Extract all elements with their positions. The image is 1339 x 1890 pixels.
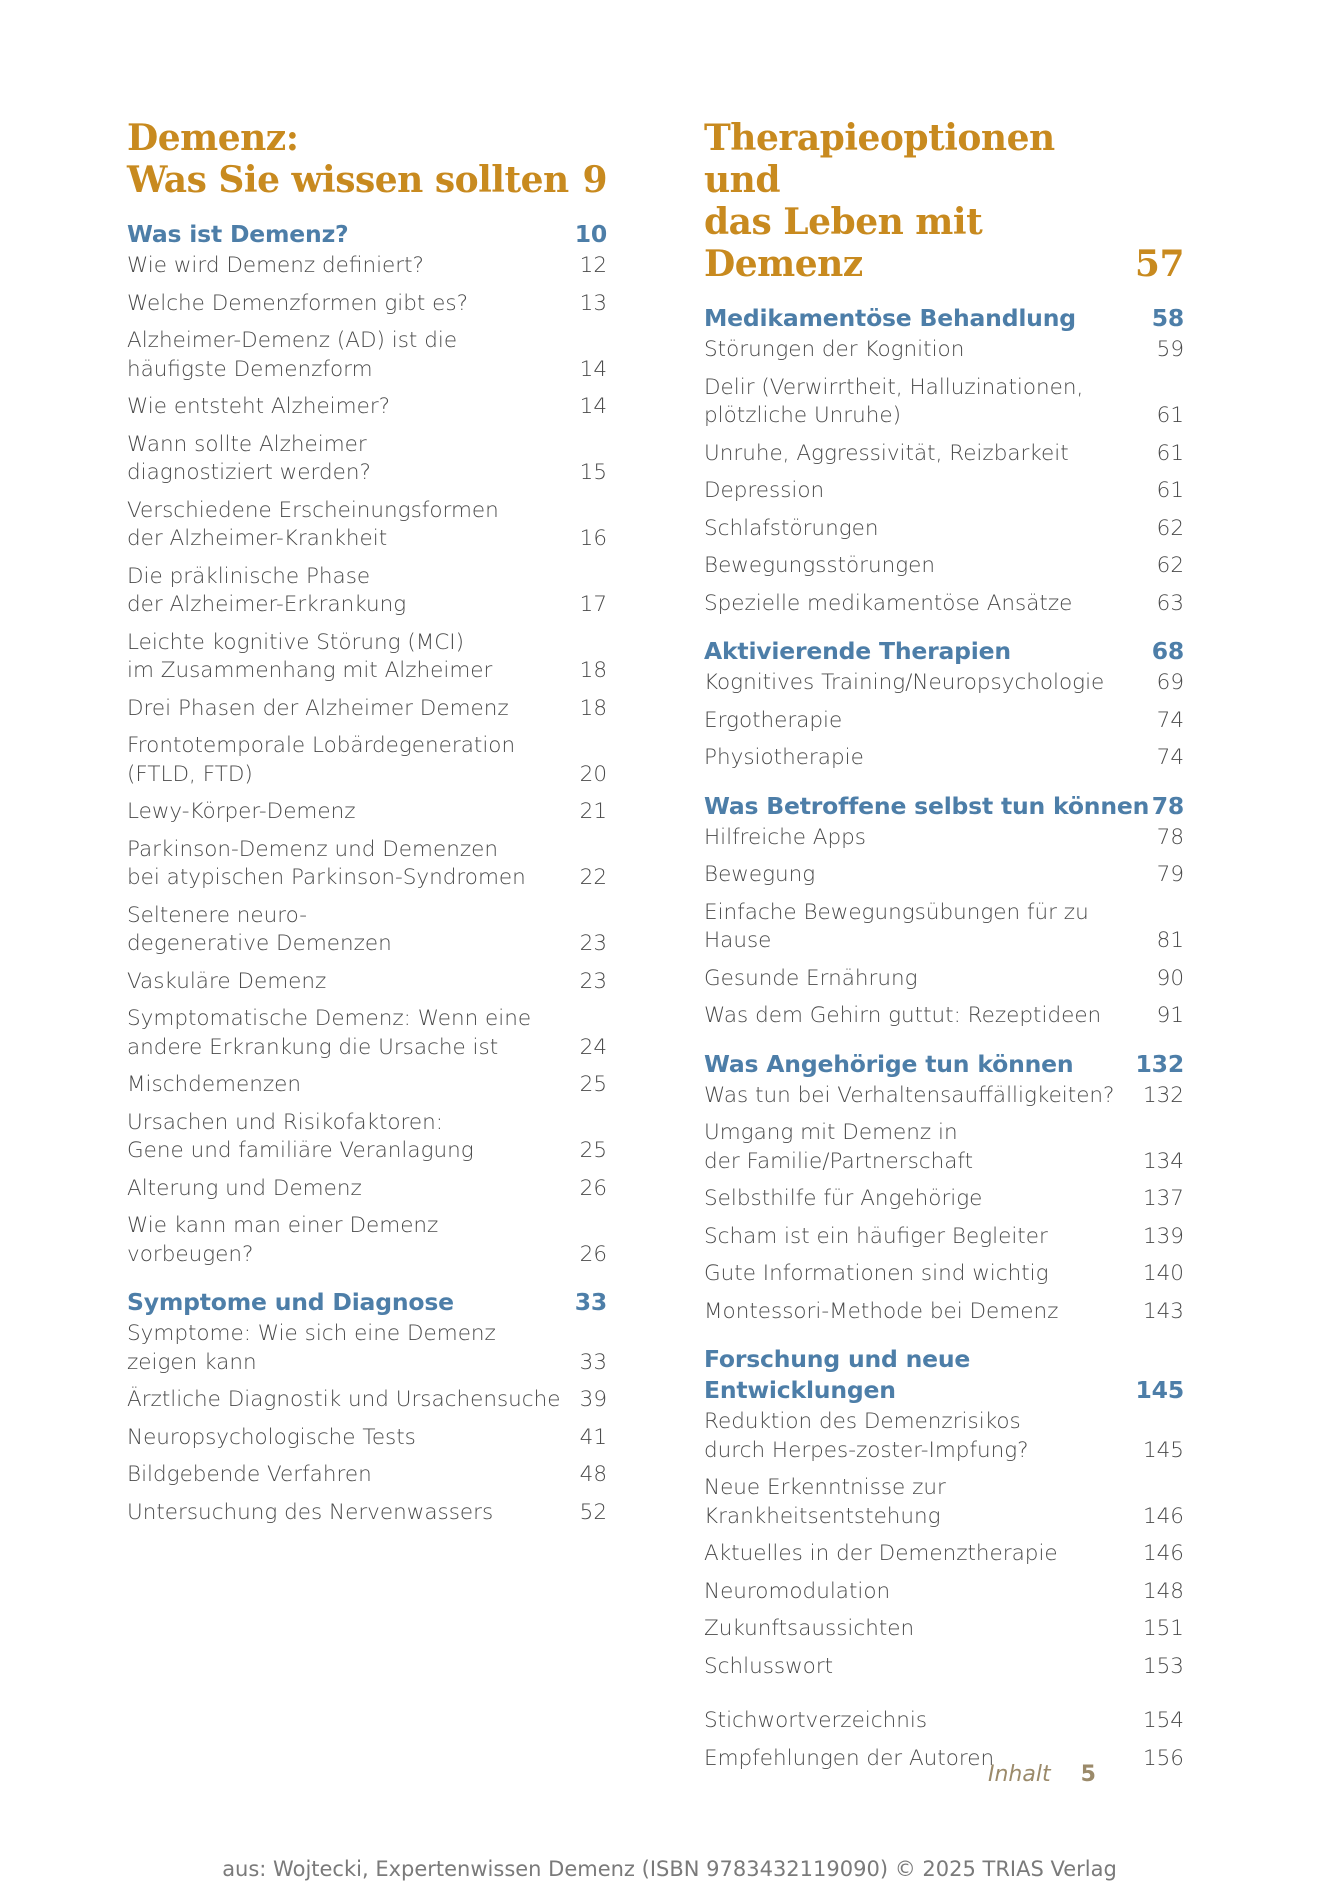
toc-entry[interactable] [704,1540,1184,1569]
toc-entry-page: 12 [579,253,607,278]
toc-entry-title: Bildgebende Verfahren [127,1462,372,1487]
toc-entry-page: 14 [579,356,607,382]
toc-entry-page: 24 [579,1034,607,1060]
toc-entry-page: 143 [1142,1298,1184,1324]
toc-entry-page: 132 [1142,1082,1184,1108]
toc-entry-page: 25 [579,1072,607,1097]
left-sections [127,219,607,1527]
toc-entry-title: Was tun bei Verhaltensauffälligkeiten? [704,1082,1115,1108]
section-entries [704,669,1184,773]
toc-entry-title: Schlafstörungen [704,515,879,541]
toc-entry[interactable] [704,1082,1184,1111]
section-heading-title: Aktivierende Therapien [704,637,1011,665]
toc-entry-page: 23 [579,968,607,994]
toc-entry-page: 140 [1142,1261,1184,1286]
toc-entry[interactable] [127,1071,607,1100]
toc-section [704,791,1184,1031]
toc-entry-page: 146 [1142,1541,1184,1566]
toc-entry[interactable] [127,1461,607,1490]
toc-entry[interactable] [127,695,607,724]
toc-entry-page: 22 [579,865,607,890]
section-heading-page: 132 [1135,1049,1184,1078]
toc-entry-title: Einfache Bewegungsübungen für zu Hause [704,899,1089,953]
section-entries [127,252,607,1269]
toc-entry-title: Delir (Verwirrtheit, Halluzinationen, plötzliche Unruhe) [704,374,1084,428]
toc-entry-title: Empfehlungen der Autoren [704,1745,995,1771]
right-sections [704,303,1184,1681]
toc-entry[interactable] [704,1653,1184,1682]
toc-entry[interactable] [127,798,607,827]
toc-entry[interactable] [704,965,1184,994]
section-entries [704,824,1184,1031]
toc-entry[interactable] [127,393,607,422]
section-heading-title: Medikamentöse Behandlung [704,304,1076,332]
toc-entry-page: 14 [579,394,607,419]
toc-entry[interactable] [127,1005,607,1062]
toc-entry-page: 74 [1156,707,1184,733]
toc-entry-title: Gesunde Ernährung [704,965,918,991]
section-heading-title: Was Angehörige tun können [704,1049,1074,1078]
toc-entry-title: Parkinson-Demenz und Demenzen bei atypischen Parkinson-Syndromen [127,836,526,890]
section-heading-title: Was Betroffene selbst tun können [704,791,1150,820]
toc-entry-title: Reduktion des Demenzrisikos durch Herpes-zoster-Impfung? [704,1409,1029,1463]
toc-entry-title: Störungen der Kognition [704,337,965,362]
toc-entry-page: 154 [1142,1708,1184,1733]
toc-entry-title: Untersuchung des Nervenwassers [127,1499,494,1525]
toc-entry[interactable] [704,1707,1184,1736]
toc-entry[interactable] [704,1578,1184,1607]
section-heading-page: 33 [574,1288,607,1316]
toc-entry-page: 62 [1156,553,1184,578]
section-heading[interactable] [704,1049,1184,1080]
toc-entry-title: Ärztliche Diagnostik und Ursachensuche [127,1387,561,1412]
toc-entry-page: 139 [1142,1223,1184,1249]
toc-entry-page: 33 [579,1349,607,1375]
toc-entry-page: 18 [579,695,607,721]
toc-entry-page: 23 [579,931,607,956]
toc-entry-page: 62 [1156,515,1184,541]
section-heading-page: 78 [1151,791,1184,820]
toc-entry-title: Bewegungsstörungen [704,553,936,578]
toc-entry[interactable] [704,1615,1184,1644]
toc-entry[interactable] [127,252,607,281]
toc-entry[interactable] [127,629,607,686]
toc-entry-title: Spezielle medikamentöse Ansätze [704,590,1073,616]
toc-entry-page: 25 [579,1138,607,1163]
toc-entry-page: 78 [1156,824,1184,850]
toc-entry-title: Umgang mit Demenz in der Familie/Partnerschaft [704,1120,974,1174]
toc-section [127,219,607,1269]
toc-entry-title: Was dem Gehirn guttut: Rezeptideen [704,1003,1102,1028]
toc-entry[interactable] [704,669,1184,698]
toc-entry-title: Selbsthilfe für Angehörige [704,1186,983,1211]
section-heading[interactable] [704,791,1184,822]
toc-entry[interactable] [704,374,1184,431]
part-title-2 [704,117,1184,285]
source-credit: aus: Wojtecki, Expertenwissen Demenz (ISBN 9783432119090) © 2025 TRIAS Verlag [222,1857,1117,1881]
toc-entry[interactable] [704,1119,1184,1176]
toc-entry-title: Aktuelles in der Demenztherapie [704,1541,1058,1566]
toc-section [127,1287,607,1527]
toc-entry-title: Wie wird Demenz definiert? [127,253,424,278]
toc-entry-title: Vaskuläre Demenz [127,968,327,994]
toc-entry[interactable] [127,1386,607,1415]
section-heading-title: Forschung und neue Entwicklungen [704,1345,971,1404]
toc-entry[interactable] [704,824,1184,853]
toc-entry[interactable] [704,336,1184,365]
footer-page-number: 5 [1080,1762,1096,1787]
toc-entry-page: 13 [579,290,607,316]
toc-entry-title: Frontotemporale Lobärdegeneration (FTLD, FTD) [127,733,516,787]
toc-entry-title: Lewy-Körper-Demenz [127,799,356,824]
section-heading-page: 58 [1151,304,1184,332]
toc-entry[interactable] [704,899,1184,956]
section-entries [127,1320,607,1527]
toc-entry[interactable] [127,968,607,997]
toc-entry-page: 145 [1142,1437,1184,1463]
toc-entry-title: Wie entsteht Alzheimer? [127,394,391,419]
toc-entry[interactable] [127,431,607,488]
toc-entry-title: Scham ist ein häufiger Begleiter [704,1223,1048,1249]
toc-entry-title: Die präklinische Phase der Alzheimer-Erkrankung [127,563,407,617]
toc-entry[interactable] [127,732,607,789]
toc-entry-page: 18 [579,658,607,683]
toc-entry-title: Wann sollte Alzheimer diagnostiziert werden? [127,431,371,485]
toc-entry-page: 156 [1142,1745,1184,1771]
part-title-text: Therapieoptionen und das Leben mit Demenz [704,117,1055,285]
toc-entry-title: Alterung und Demenz [127,1175,362,1201]
section-heading-page: 68 [1151,637,1184,665]
toc-entry-page: 81 [1156,928,1184,953]
toc-entry-title: Welche Demenzformen gibt es? [127,290,469,316]
section-entries [704,1408,1184,1681]
toc-entry[interactable] [127,836,607,893]
toc-entry-page: 16 [579,526,607,551]
toc-entry-title: Depression [704,478,825,503]
toc-right-column [704,117,1184,1782]
toc-entry-title: Stichwortverzeichnis [704,1708,928,1733]
toc-entry-title: Montessori-Methode bei Demenz [704,1298,1059,1324]
footer-label: Inhalt [988,1762,1051,1787]
toc-entry-page: 48 [579,1462,607,1487]
toc-entry-page: 91 [1156,1003,1184,1028]
toc-entry[interactable] [704,1408,1184,1465]
toc-entry-title: Physiotherapie [704,745,864,770]
toc-entry-page: 90 [1156,965,1184,991]
section-entries [704,1082,1184,1327]
toc-entry[interactable] [704,477,1184,506]
toc-entry-page: 39 [579,1387,607,1412]
toc-entry[interactable] [704,707,1184,736]
toc-entry-page: 134 [1142,1148,1184,1174]
toc-entry[interactable] [127,1212,607,1269]
toc-entry-title: Verschiedene Erscheinungsformen der Alzheimer-Krankheit [127,497,499,551]
toc-entry-title: Unruhe, Aggressivität, Reizbarkeit [704,440,1069,466]
toc-entry-title: Symptomatische Demenz: Wenn eine andere Erkrankung die Ursache ist [127,1006,532,1060]
part-title-page: 9 [582,159,607,201]
section-heading-page: 145 [1135,1376,1184,1404]
toc-entry-page: 61 [1156,478,1184,503]
toc-entry-page: 63 [1156,590,1184,616]
toc-entry-title: Drei Phasen der Alzheimer Demenz [127,695,509,721]
toc-entry-title: Schlusswort [704,1653,834,1679]
toc-entry-page: 20 [579,761,607,787]
toc-entry-title: Bewegung [704,862,816,887]
toc-section [704,636,1184,773]
toc-section [704,1049,1184,1327]
toc-entry[interactable] [704,1745,1184,1774]
toc-entry[interactable] [127,327,607,384]
toc-entry-page: 61 [1156,403,1184,428]
toc-section [704,1344,1184,1681]
toc-entry-page: 17 [579,592,607,617]
toc-entry[interactable] [127,563,607,620]
toc-entry[interactable] [704,1223,1184,1252]
toc-entry-page: 153 [1142,1653,1184,1679]
toc-entry[interactable] [704,1185,1184,1214]
toc-entry[interactable] [704,552,1184,581]
toc-entry-page: 26 [579,1241,607,1267]
toc-entry[interactable] [704,744,1184,773]
toc-entry-page: 21 [579,799,607,824]
toc-entry-page: 137 [1142,1186,1184,1211]
toc-entry[interactable] [127,497,607,554]
toc-left-column [127,117,607,1536]
toc-entry[interactable] [704,1474,1184,1531]
toc-entry-title: Wie kann man einer Demenz vorbeugen? [127,1213,439,1267]
toc-entry-page: 79 [1156,862,1184,887]
toc-entry-title: Mischdemenzen [127,1072,301,1097]
toc-entry-title: Kognitives Training/Neuropsychologie [704,670,1105,695]
toc-entry[interactable] [704,440,1184,469]
toc-entry-title: Zukunftsaussichten [704,1616,915,1641]
toc-section [704,303,1184,618]
toc-entry[interactable] [127,1109,607,1166]
part-title-page: 57 [1134,243,1184,285]
section-heading-title: Was ist Demenz? [127,220,349,248]
toc-entry[interactable] [704,1002,1184,1031]
toc-entry-title: Leichte kognitive Störung (MCI) im Zusammenhang mit Alzheimer [127,629,493,683]
toc-entry[interactable] [127,1499,607,1528]
toc-entry-title: Ergotherapie [704,707,843,733]
running-footer [988,1762,1096,1787]
toc-entry-page: 26 [579,1175,607,1201]
toc-entry-page: 52 [579,1499,607,1525]
toc-entry-title: Neue Erkenntnisse zur Krankheitsentstehung [704,1475,946,1529]
toc-entry[interactable] [127,1320,607,1377]
part-title-1 [127,117,607,201]
toc-entry[interactable] [704,515,1184,544]
toc-entry[interactable] [704,590,1184,619]
section-heading-page: 10 [574,220,607,248]
toc-entry[interactable] [704,1260,1184,1289]
toc-entry-page: 41 [579,1424,607,1450]
appendix-entries [704,1707,1184,1773]
toc-entry-title: Neuropsychologische Tests [127,1424,416,1450]
toc-entry-page: 15 [579,460,607,485]
toc-entry-page: 151 [1142,1616,1184,1641]
toc-entry-page: 146 [1142,1503,1184,1529]
toc-entry-page: 148 [1142,1578,1184,1604]
toc-entry-title: Neuromodulation [704,1578,891,1604]
section-heading[interactable] [704,636,1184,667]
toc-entry-title: Alzheimer-Demenz (AD) ist die häufigste Demenzform [127,328,458,382]
toc-entry[interactable] [127,290,607,319]
section-heading[interactable] [127,219,607,250]
toc-entry-page: 59 [1156,337,1184,362]
toc-entry-title: Hilfreiche Apps [704,824,866,850]
section-heading[interactable] [704,1344,1184,1406]
toc-entry-page: 69 [1156,670,1184,695]
section-heading[interactable] [127,1287,607,1318]
toc-entry[interactable] [704,861,1184,890]
toc-entry[interactable] [127,1424,607,1453]
toc-entry[interactable] [704,1298,1184,1327]
toc-entry-page: 61 [1156,440,1184,466]
toc-entry-page: 74 [1156,745,1184,770]
toc-entry-title: Gute Informationen sind wichtig [704,1261,1049,1286]
part-title-text: Demenz: Was Sie wissen sollten [127,117,569,201]
toc-entry-title: Ursachen und Risikofaktoren: Gene und familiäre Veranlagung [127,1109,474,1163]
toc-entry[interactable] [127,1175,607,1204]
toc-entry[interactable] [127,902,607,959]
section-entries [704,336,1184,618]
section-heading[interactable] [704,303,1184,334]
toc-entry-title: Symptome: Wie sich eine Demenz zeigen kann [127,1321,496,1375]
section-heading-title: Symptome und Diagnose [127,1288,454,1316]
toc-entry-title: Seltenere neuro- degenerative Demenzen [127,902,392,956]
